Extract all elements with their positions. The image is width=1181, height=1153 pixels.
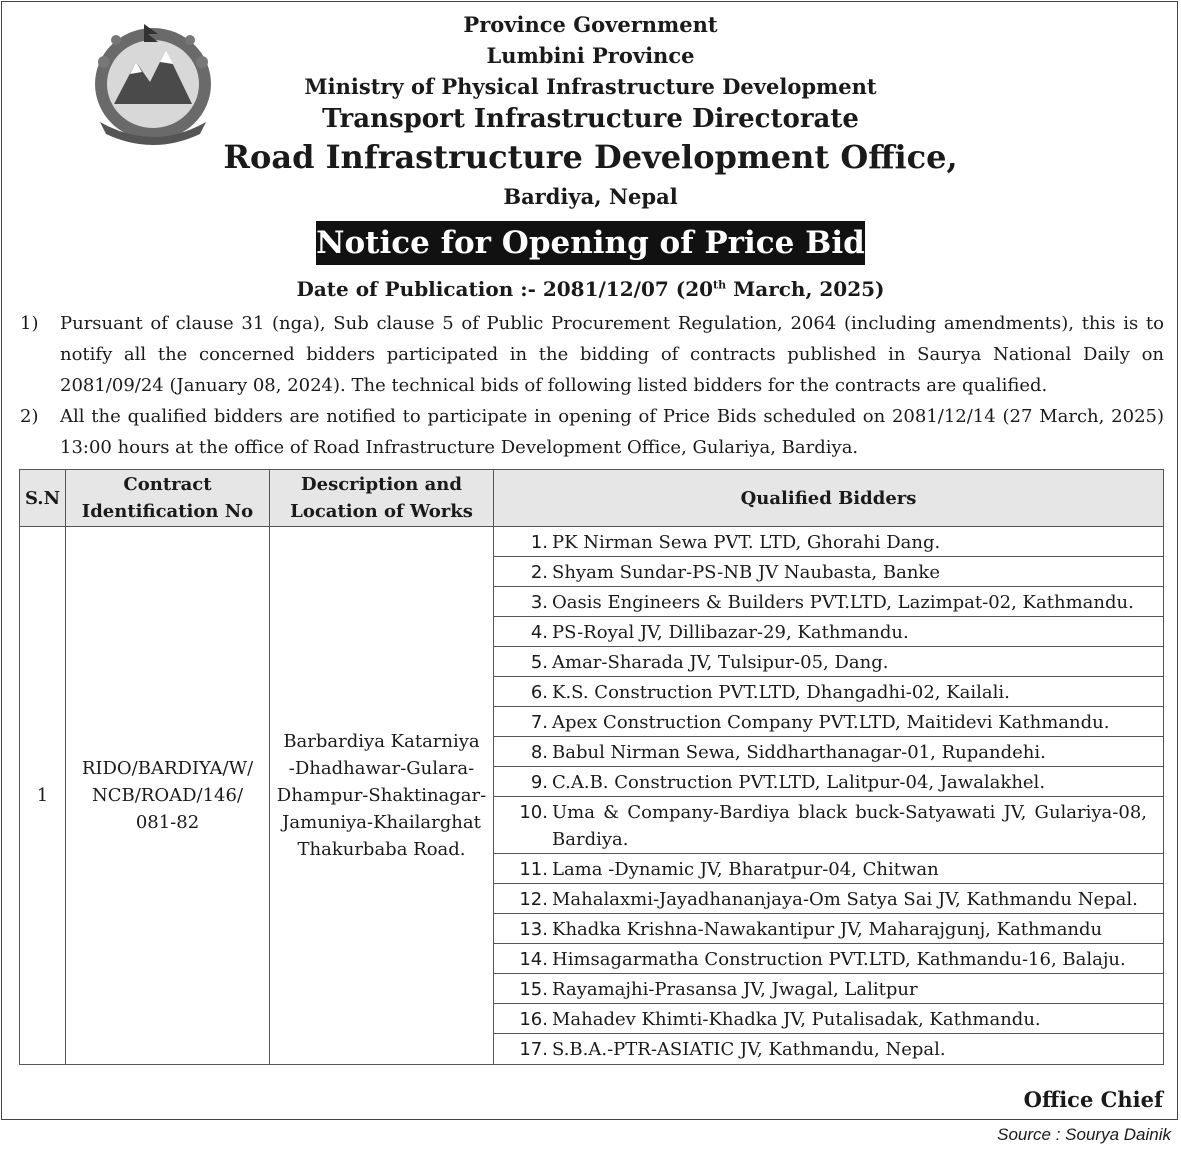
source-credit: Source : Sourya Dainik [997,1125,1171,1144]
bidder-row [494,974,1163,1004]
signature-office-chief: Office Chief [1023,1087,1163,1112]
bidder-number: 8. [530,742,548,763]
bidder-row [494,737,1163,767]
bidder-name: Lama -Dynamic JV, Bharatpur-04, Chitwan [552,859,939,880]
bidder-name: Mahalaxmi-Jayadhananjaya-Om Satya Sai JV, Kathmandu Nepal. [552,889,1138,910]
bidder-name: K.S. Construction PVT.LTD, Dhangadhi-02, Kailali. [552,682,1010,703]
header-description: Description and Location of Works [270,470,494,527]
header-location: Bardiya, Nepal [503,184,678,209]
bidder-number: 15. [519,979,548,1000]
bidder-number: 14. [519,949,548,970]
paragraph-clause-2: All the qualified bidders are notified to participate in opening of Price Bids scheduled on 2081/12/14 (27 March, 2025) 13:00 hours at the office of Road Infrastructure Development Office, Gulariya, Bardiya. [60,406,1164,458]
bidder-row [494,647,1163,677]
header-sn: S.N [20,470,66,527]
bidder-number: 11. [519,859,548,880]
header-directorate: Transport Infrastructure Directorate [322,104,859,134]
bidder-row [494,944,1163,974]
bidder-number: 12. [519,889,548,910]
bidder-row [494,797,1163,854]
bidder-name: Mahadev Khimti-Khadka JV, Putalisadak, Kathmandu. [552,1009,1041,1030]
bidder-name: Shyam Sundar-PS-NB JV Naubasta, Banke [552,562,940,583]
bidder-name: Khadka Krishna-Nawakantipur JV, Maharajgunj, Kathmandu [552,919,1103,940]
header-province-government: Province Government [463,12,718,37]
bidder-number: 2. [530,562,548,583]
bidder-row [494,884,1163,914]
bidder-number: 6. [530,682,548,703]
header-province-name: Lumbini Province [486,43,695,68]
paragraph-number: 1) [20,313,39,334]
bidders-list-cell [494,527,1164,1065]
qualified-bidders-table [19,469,1164,1065]
bidder-name: S.B.A.-PTR-ASIATIC JV, Kathmandu, Nepal. [552,1039,946,1060]
bidder-number: 9. [530,772,548,793]
bidder-list [494,527,1163,1064]
notice-title: Notice for Opening of Price Bid [316,221,865,265]
bidder-row [494,767,1163,797]
bidder-number: 10. [519,802,548,823]
paragraph-clause-1: Pursuant of clause 31 (nga), Sub clause 5 of Public Procurement Regulation, 2064 (including amendments), this is to notify all the concerned bidders participated in the bidding of contracts published in Saurya National Daily on 2081/09/24 (January 08, 2024). The technical bids of following listed bidders for the contracts are qualified. [60,313,1164,396]
bidder-name: Babul Nirman Sewa, Siddharthanagar-01, Rupandehi. [552,742,1046,763]
bidder-row [494,1034,1163,1064]
bidder-number: 17. [519,1039,548,1060]
bidder-name: PS-Royal JV, Dillibazar-29, Kathmandu. [552,622,909,643]
publication-date: Date of Publication :- 2081/12/07 (20th March, 2025) [296,277,885,301]
bidder-row [494,854,1163,884]
bidder-name: Rayamajhi-Prasansa JV, Jwagal, Lalitpur [552,979,918,1000]
paragraph-number: 2) [20,406,39,427]
bidder-row [494,677,1163,707]
bidder-name: Apex Construction Company PVT.LTD, Maitidevi Kathmandu. [552,712,1110,733]
row-sn: 1 [20,527,66,1065]
bidder-row [494,617,1163,647]
bidder-number: 7. [530,712,548,733]
bidder-row [494,587,1163,617]
bidder-name: Amar-Sharada JV, Tulsipur-05, Dang. [552,652,889,673]
bidder-row [494,707,1163,737]
header-ministry: Ministry of Physical Infrastructure Development [304,74,877,99]
bidder-number: 1. [530,532,548,553]
header-office-name: Road Infrastructure Development Office, [223,138,958,176]
bidder-number: 13. [519,919,548,940]
bidder-number: 4. [530,622,548,643]
bidder-row [494,914,1163,944]
bidder-number: 3. [530,592,548,613]
bidder-name: Himsagarmatha Construction PVT.LTD, Kathmandu-16, Balaju. [552,949,1126,970]
header-contract-id: Contract Identification No [66,470,270,527]
bidder-name: Uma & Company-Bardiya black buck-Satyawati JV, Gulariya-08, Bardiya. [552,802,1147,850]
work-description: Barbardiya Katarniya -Dhadhawar-Gulara- Dhampur-Shaktinagar- Jamuniya-Khailarghat Thakurbaba Road. [270,527,494,1065]
bidder-number: 16. [519,1009,548,1030]
bidder-row [494,1004,1163,1034]
header-qualified-bidders: Qualified Bidders [494,470,1164,527]
bidder-name: PK Nirman Sewa PVT. LTD, Ghorahi Dang. [552,532,941,553]
bidder-number: 5. [530,652,548,673]
bidder-name: C.A.B. Construction PVT.LTD, Lalitpur-04, Jawalakhel. [552,772,1046,793]
bidder-row [494,557,1163,587]
contract-id: RIDO/BARDIYA/W/ NCB/ROAD/146/ 081-82 [66,527,270,1065]
bidder-row [494,527,1163,557]
bidder-name: Oasis Engineers & Builders PVT.LTD, Lazimpat-02, Kathmandu. [552,592,1134,613]
